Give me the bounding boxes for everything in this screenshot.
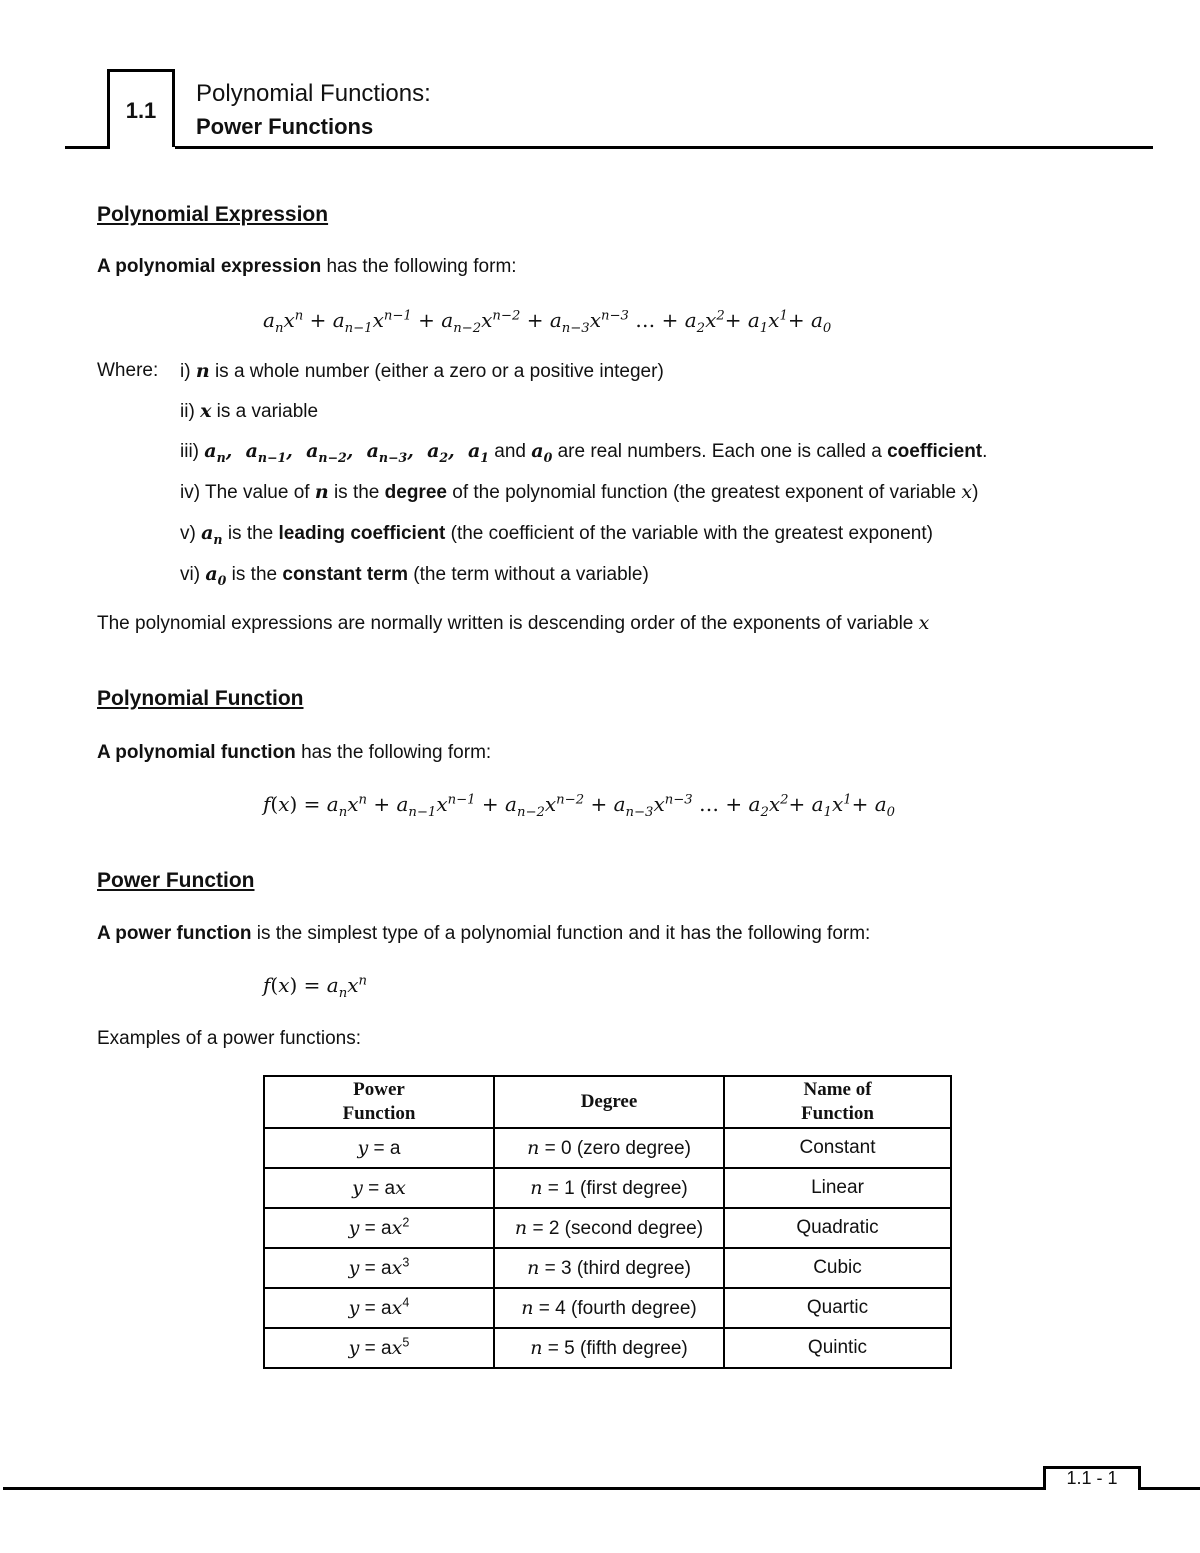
section-title-power: Power Function [97, 869, 255, 892]
item-number: iii) [180, 441, 199, 462]
section-title-function: Polynomial Function [97, 687, 304, 710]
page-title-line1: Polynomial Functions: [196, 80, 431, 107]
degree-text: (fourth degree) [565, 1297, 697, 1319]
table-header-cell [264, 1076, 494, 1128]
table-row [264, 1328, 951, 1368]
item-bold: coefficient [887, 441, 983, 462]
function-intro-bold: A polynomial function [97, 742, 296, 763]
definition-item-iii: iii) $a_n$, $a_{n-1}$, $a_{n-2}$, $a_{n-3}$, $a_2$, $a_1$ and $a_0$ are real numbers. Each one is called a coefficient. [180, 440, 988, 465]
expression-intro-bold: A polynomial expression [97, 256, 322, 277]
item-bold: leading coefficient [278, 523, 446, 544]
degree-text: (zero degree) [571, 1137, 691, 1159]
table-cell-degree: n = 0 (zero degree) [494, 1128, 724, 1168]
item-text: (the coefficient of the variable with the greatest exponent) [445, 523, 933, 544]
footer-rule-right [1140, 1487, 1200, 1490]
table-cell-degree: n = 3 (third degree) [494, 1248, 724, 1288]
section-title-expression: Polynomial Expression [97, 203, 329, 226]
header-text: Function [801, 1103, 874, 1124]
expression-intro-rest: has the following form: [321, 256, 517, 277]
definition-item-vi: vi) $a_0$ is the constant term (the term without a variable) [180, 563, 649, 588]
footer-rule-left [3, 1487, 1046, 1490]
closing-text: The polynomial expressions are normally written is descending order of the exponents of variable [97, 613, 919, 634]
section-number: 1.1 [125, 98, 157, 123]
header-rule-left [65, 146, 110, 149]
item-text: The value of [200, 482, 315, 503]
examples-label: Examples of a power functions: [97, 1028, 362, 1049]
definition-item-i: i) n is a whole number (either a zero or a positive integer) [180, 360, 664, 382]
table-cell-name: Quartic [724, 1288, 951, 1328]
item-bold: constant term [282, 564, 409, 585]
item-text: of the polynomial function (the greatest exponent of variable [446, 482, 962, 503]
page-number: 1.1 - 1 [1066, 1468, 1118, 1488]
power-intro [97, 923, 870, 945]
degree-number: 1 [564, 1177, 575, 1199]
header-text: Power [353, 1079, 405, 1100]
table-cell-function: $y = ax^5$ [264, 1328, 494, 1368]
table-cell-degree: n = 5 (fifth degree) [494, 1328, 724, 1368]
function-formula: $f(x) = a_nx^n + a_{n-1}x^{n-1} + a_{n-2}x^{n-2} + a_{n-3}x^{n-3}$ … + $a_2x^2+ a_1x^1+ a_0$ [263, 792, 896, 820]
table-cell-name: Quintic [724, 1328, 951, 1368]
function-intro [97, 742, 491, 764]
header-text: Name of [803, 1079, 872, 1100]
table-header-cell [494, 1076, 724, 1128]
expression-formula: $a_nx^n + a_{n-1}x^{n-1} + a_{n-2}x^{n-2} + a_{n-3}x^{n-3}$ … + $a_2x^2+ a_1x^1+ a_0$ [263, 308, 832, 336]
table-cell-degree: n = 4 (fourth degree) [494, 1288, 724, 1328]
item-text: are real numbers. Each one is called a [557, 441, 888, 462]
table-cell-name: Quadratic [724, 1208, 951, 1248]
item-text: (the term without a variable) [408, 564, 649, 585]
item-bold: degree [384, 482, 447, 503]
item-number: v) [180, 523, 196, 544]
item-text: is the [222, 523, 279, 544]
degree-text: (third degree) [571, 1257, 691, 1279]
item-text: ) [972, 482, 979, 503]
definition-item-ii: ii) x is a variable [180, 400, 319, 422]
table-row [264, 1248, 951, 1288]
definition-item-v: v) $a_n$ is the leading coefficient (the coefficient of the variable with the greatest exponent) [180, 522, 933, 547]
item-text: is the [328, 482, 385, 503]
degree-text: (second degree) [559, 1217, 704, 1239]
definition-item-iv: iv) The value of n is the degree of the polynomial function (the greatest exponent of variable x) [180, 481, 979, 503]
table-cell-degree: n = 1 (first degree) [494, 1168, 724, 1208]
degree-number: 5 [564, 1337, 575, 1359]
table-cell-degree: n = 2 (second degree) [494, 1208, 724, 1248]
item-text: is the [226, 564, 283, 585]
table-header-row [264, 1076, 951, 1128]
item-text: and [494, 441, 526, 462]
degree-text: (fifth degree) [574, 1337, 688, 1359]
power-intro-bold: A power function [97, 923, 252, 944]
function-intro-rest: has the following form: [295, 742, 492, 763]
degree-text: (first degree) [574, 1177, 688, 1199]
table-row [264, 1208, 951, 1248]
table-cell-function: $y = ax^2$ [264, 1208, 494, 1248]
table-cell-function: $y = ax^4$ [264, 1288, 494, 1328]
table-row [264, 1168, 951, 1208]
degree-number: 0 [560, 1137, 572, 1159]
table-cell-function: $y = ax^3$ [264, 1248, 494, 1288]
table-row [264, 1288, 951, 1328]
header-rule-right [175, 146, 1153, 149]
page-title-line2: Power Functions [196, 114, 374, 139]
degree-number: 3 [560, 1257, 572, 1279]
table-cell-name: Constant [724, 1128, 951, 1168]
item-text: is a variable [211, 401, 319, 422]
item-number: i) [180, 361, 191, 382]
degree-number: 2 [548, 1217, 560, 1239]
expression-closing: The polynomial expressions are normally written is descending order of the exponents of variable x [97, 612, 930, 634]
where-label: Where: [97, 360, 159, 381]
item-number: iv) [180, 482, 201, 503]
power-functions-table [263, 1075, 952, 1369]
power-intro-rest: is the simplest type of a polynomial function and it has the following form: [251, 923, 871, 944]
power-formula: $f(x) = a_nx^n$ [263, 973, 367, 1001]
table-cell-name: Linear [724, 1168, 951, 1208]
table-header-cell [724, 1076, 951, 1128]
degree-number: 4 [555, 1297, 566, 1319]
table-cell-function: y = ax [264, 1168, 494, 1208]
table-row [264, 1128, 951, 1168]
item-number: vi) [180, 564, 201, 585]
item-number: ii) [180, 401, 195, 422]
table-cell-name: Cubic [724, 1248, 951, 1288]
expression-intro [97, 256, 517, 278]
header-text: Function [342, 1103, 416, 1124]
item-text: . [982, 441, 988, 462]
item-text: is a whole number (either a zero or a positive integer) [209, 361, 664, 382]
table-cell-function: y = a [264, 1128, 494, 1168]
header-text: Degree [580, 1091, 638, 1112]
